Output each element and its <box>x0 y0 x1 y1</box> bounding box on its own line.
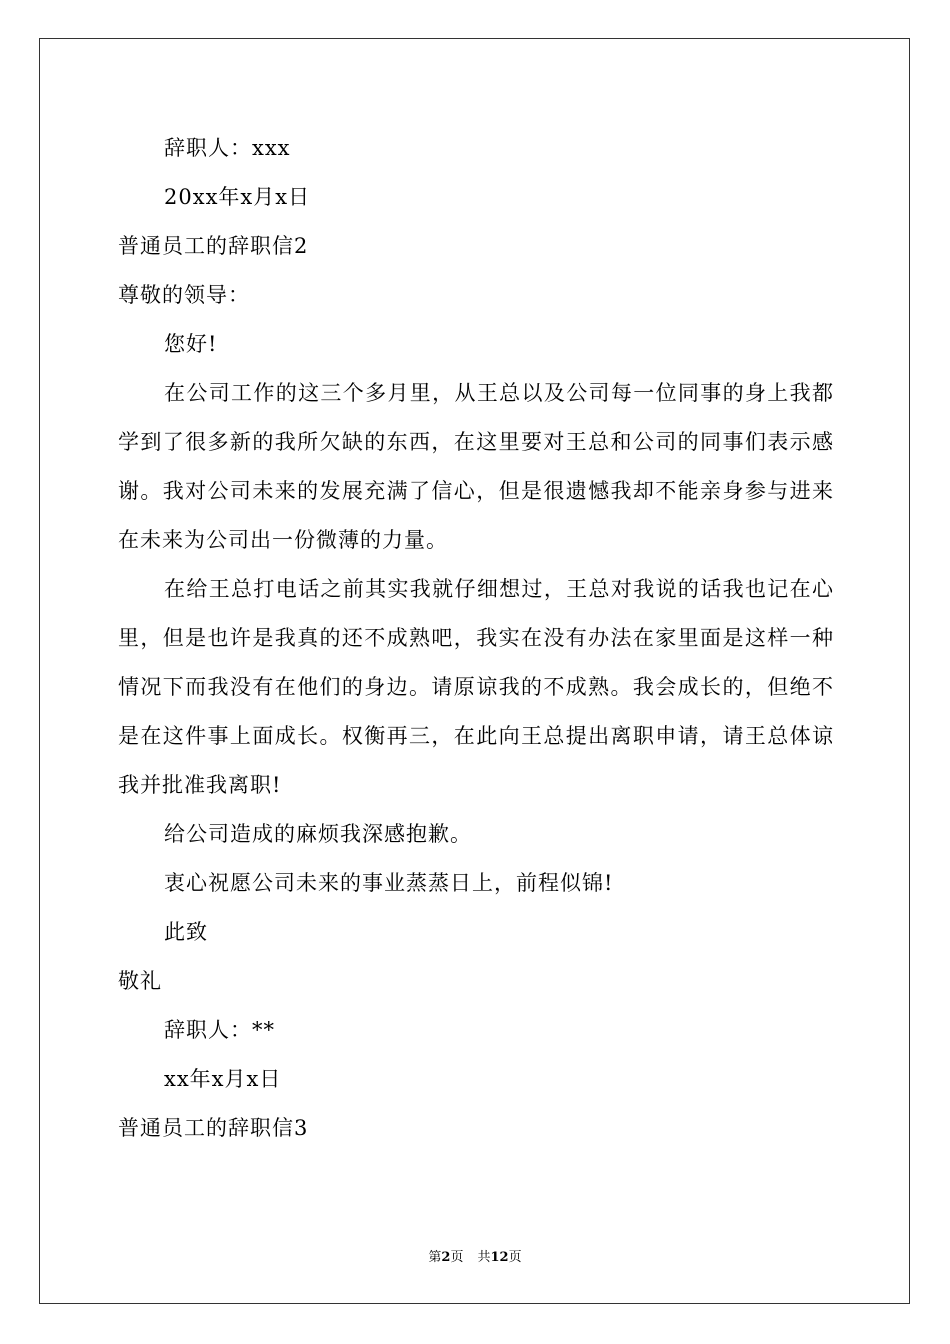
closing-line-2: 敬礼 <box>118 969 162 993</box>
salutation: 尊敬的领导： <box>118 283 250 307</box>
greeting: 您好! <box>164 332 218 356</box>
total-pages: 12 <box>490 1250 509 1265</box>
page-number: 2 <box>441 1250 451 1265</box>
signature-line: 辞职人：xxx <box>164 136 291 160</box>
document-body <box>118 124 834 1153</box>
section-title-3: 普通员工的辞职信3 <box>118 1116 309 1140</box>
date-line: 20xx年x月x日 <box>164 185 311 209</box>
paragraph-1: 在公司工作的这三个多月里，从王总以及公司每一位同事的身上我都学到了很多新的我所欠缺的东西，在这里要对王总和公司的同事们表示感谢。我对公司未来的发展充满了信心，但是很遗憾我却不能亲身参与进来在未来为公司出一份微薄的力量。 <box>118 381 834 552</box>
signature-line-2: 辞职人：** <box>164 1018 275 1042</box>
page-prefix: 第 <box>428 1250 442 1265</box>
date-line-2: xx年x月x日 <box>164 1067 282 1091</box>
paragraph-3: 给公司造成的麻烦我深感抱歉。 <box>164 822 472 846</box>
section-title: 普通员工的辞职信2 <box>118 234 309 258</box>
paragraph-2: 在给王总打电话之前其实我就仔细想过，王总对我说的话我也记在心里，但是也许是我真的还不成熟吧，我实在没有办法在家里面是这样一种情况下而我没有在他们的身边。请原谅我的不成熟。我会成长的，但绝不是在这件事上面成长。权衡再三，在此向王总提出离职申请，请王总体谅我并批准我离职! <box>118 577 834 797</box>
page-footer <box>0 1246 950 1265</box>
page-suffix: 页 <box>450 1250 464 1265</box>
total-prefix: 共 <box>477 1250 491 1265</box>
total-suffix: 页 <box>508 1250 522 1265</box>
paragraph-4: 衷心祝愿公司未来的事业蒸蒸日上，前程似锦! <box>164 871 614 895</box>
closing-line-1: 此致 <box>164 920 208 944</box>
